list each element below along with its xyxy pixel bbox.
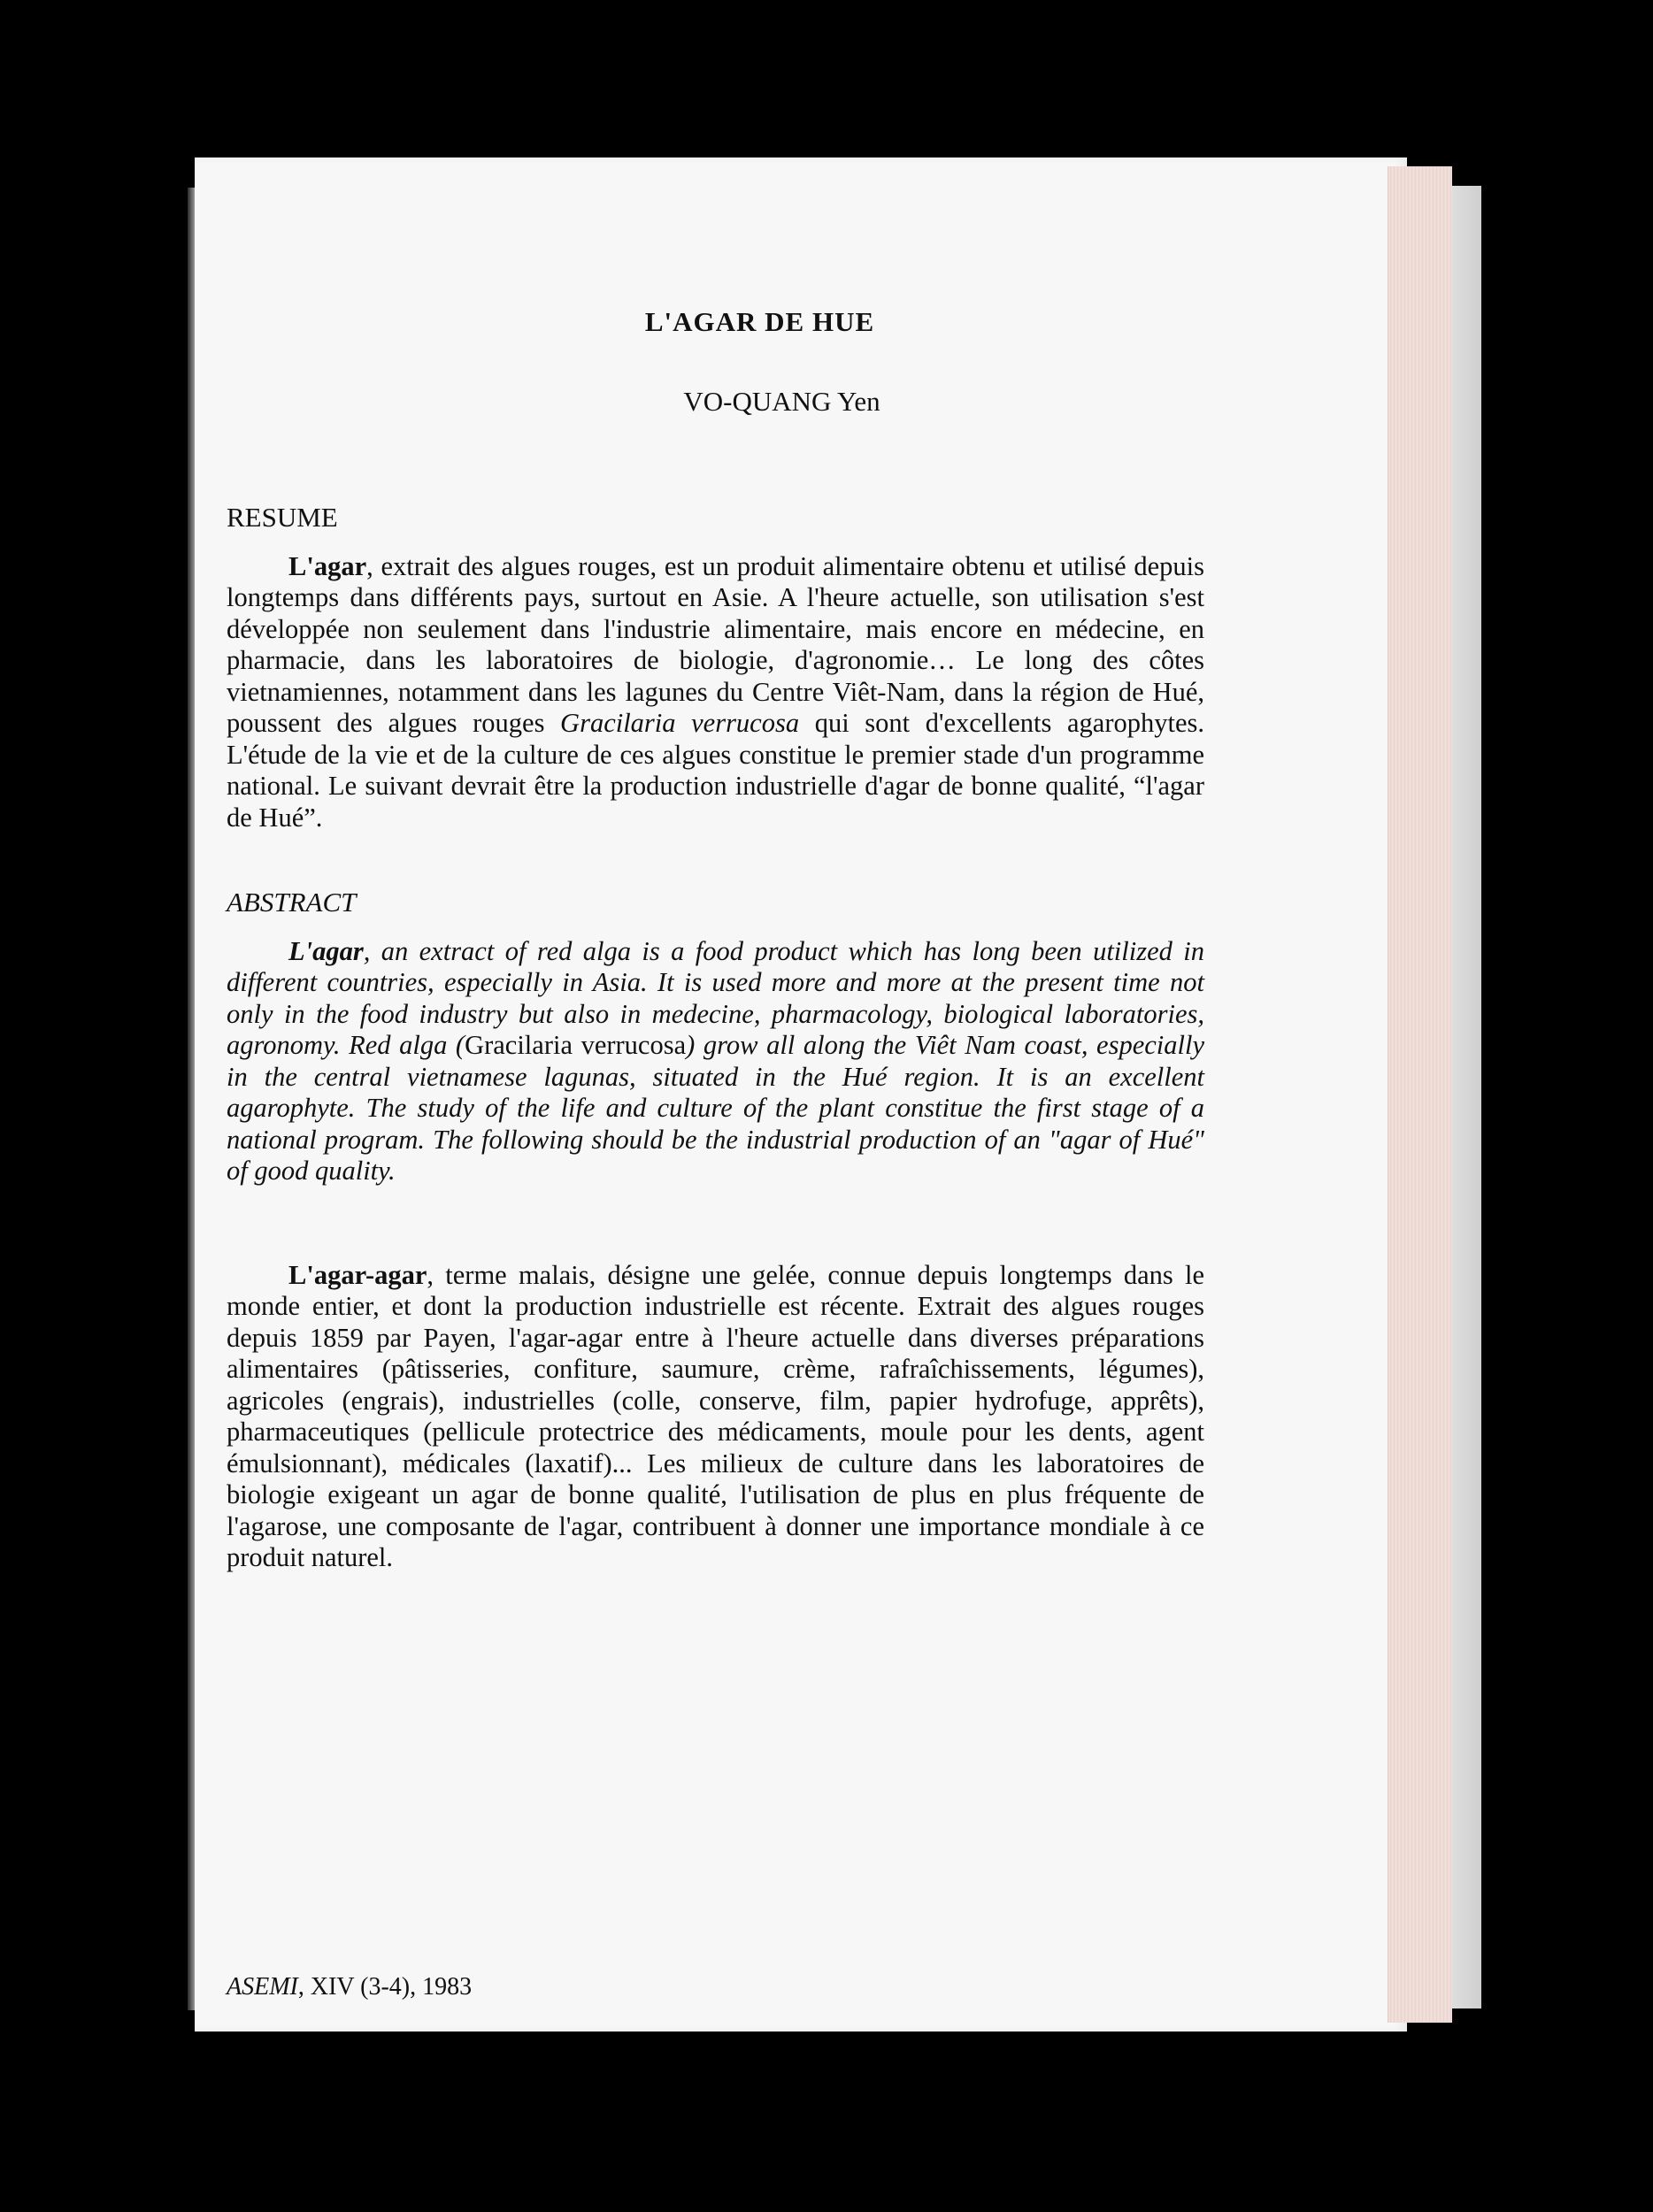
abstract-paragraph: [227, 936, 1204, 1187]
article-author: VO-QUANG Yen: [683, 385, 880, 417]
resume-text-2: qui sont d'excellents agarophytes. L'étude de la vie et de la culture de ces algues constitue le premier stade d'un programme national. Le suivant devrait être la production industrielle d'agar de bonne qualité, “l'agar de Hué”.: [227, 708, 1204, 833]
book-back-cover: [1451, 186, 1481, 2008]
resume-text-1: , extrait des algues rouges, est un produit alimentaire obtenu et utilisé depuis longtemps dans différents pays, surtout en Asie. A l'heure actuelle, son utilisation s'est développée non seulement dans l'industrie alimentaire, mais encore en médecine, en pharmacie, dans les laboratoires de biologie, d'agronomie… Le long des côtes vietnamiennes, notamment dans les lagunes du Centre Viêt-Nam, dans la région de Hué, poussent des algues rouges: [227, 550, 1204, 738]
page-content: [227, 306, 1204, 1574]
journal-issue: , XIV (3-4), 1983: [297, 1973, 473, 2001]
journal-footer: [227, 1973, 472, 2001]
abstract-lead-term: L'agar: [288, 935, 364, 966]
resume-heading: RESUME: [227, 502, 338, 533]
abstract-heading: ABSTRACT: [227, 887, 357, 918]
page-stack-edge: [1388, 166, 1452, 2023]
abstract-text-1: , an extract of red alga is a food product which has long been utilized in different countries, especially in Asia. It is used more and more at the present time not only in the food industry but also in medecine, pharmacology, biological laboratories, agronomy. Red alga (: [227, 935, 1204, 1060]
body-lead-term: L'agar-agar: [288, 1259, 427, 1290]
resume-lead-term: L'agar: [288, 550, 367, 581]
resume-paragraph: [227, 551, 1204, 834]
journal-name: ASEMI: [227, 1973, 298, 2001]
resume-species: Gracilaria verrucosa: [560, 708, 800, 738]
article-title: L'AGAR DE HUE: [644, 306, 875, 337]
body-text: , terme malais, désigne une gelée, connue depuis longtemps dans le monde entier, et dont la production industrielle est récente. Extrait des algues rouges depuis 1859 par Payen, l'agar-agar entre à l'heure actuelle dans diverses préparations alimentaires (pâtisseries, confiture, saumure, crème, rafraîchissements, légumes), agricoles (engrais), industrielles (colle, conserve, film, papier hydrofuge, apprêts), pharmaceutiques (pellicule protectrice des médicaments, moule pour les dents, agent émulsionnant), médicales (laxatif)... Les milieux de culture dans les laboratoires de biologie exigeant un agar de bonne qualité, l'utilisation de plus en plus fréquente de l'agarose, une composante de l'agar, contribuent à donner une importance mondiale à ce produit naturel.: [227, 1259, 1204, 1572]
body-paragraph: [227, 1260, 1204, 1574]
abstract-species: Gracilaria verrucosa: [465, 1030, 687, 1060]
abstract-text-2: ) grow all along the Viêt Nam coast, especially in the central vietnamese lagunas, situated in the Hué region. It is an excellent agarophyte. The study of the life and culture of the plant constitue the first stage of a national program. The following should be the industrial production of an "agar of Hué" of good quality.: [227, 1030, 1204, 1186]
